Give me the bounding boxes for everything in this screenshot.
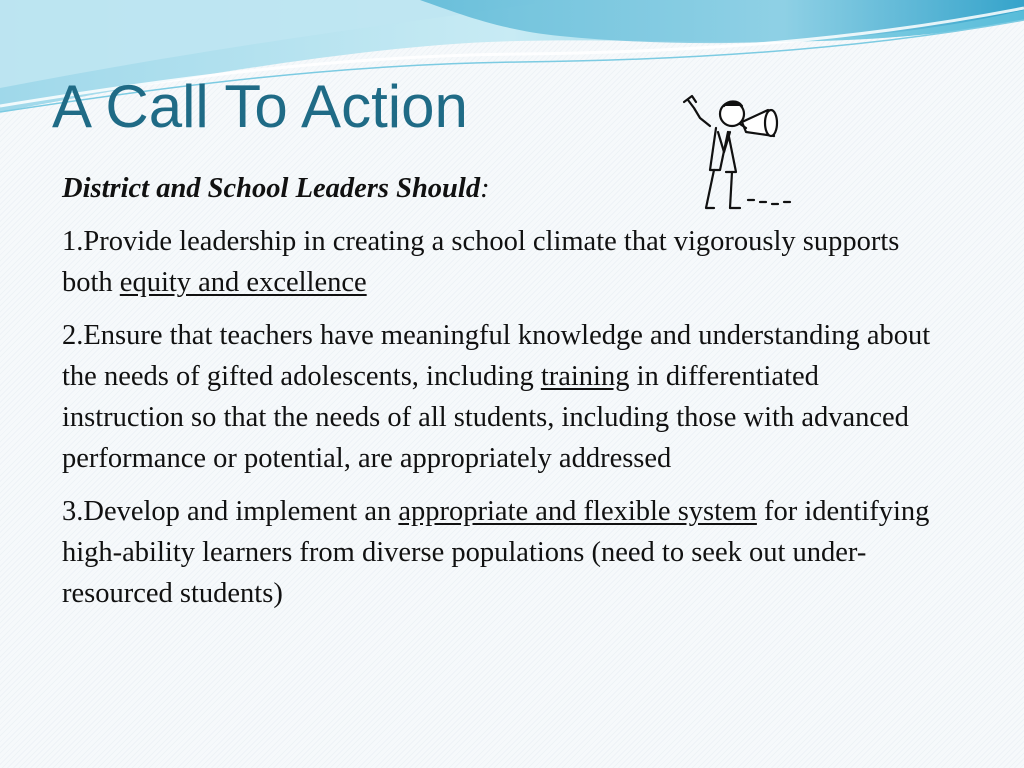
subhead-colon: : <box>480 173 490 204</box>
slide-title: A Call To Action <box>52 73 468 140</box>
slide-body <box>62 168 942 626</box>
point-number: 3. <box>62 496 84 527</box>
point-text: Provide leadership in creating a school climate that vigorously supports both <box>62 226 900 298</box>
point-text-after: for identifying high-ability learners from diverse populations (need to seek out under-resourced students) <box>62 496 930 609</box>
point-number: 1. <box>62 226 84 257</box>
action-point-1 <box>62 221 942 303</box>
point-emphasis: equity and excellence <box>119 267 367 298</box>
point-text: Develop and implement an <box>83 496 399 527</box>
point-text: Ensure that teachers have meaningful knowledge and understanding about the needs of gifted adolescents, including <box>62 320 931 392</box>
action-point-3 <box>62 491 942 614</box>
action-point-2 <box>62 315 942 479</box>
point-number: 2. <box>62 320 84 351</box>
subhead-lead: District and School Leaders Should <box>62 173 481 204</box>
point-emphasis: appropriate and flexible system <box>398 496 757 527</box>
slide-subheading <box>62 168 942 209</box>
point-emphasis: training <box>540 361 630 392</box>
point-text-after: in differentiated instruction so that the needs of all students, including those with advanced performance or potential, are appropriately addressed <box>62 361 909 474</box>
